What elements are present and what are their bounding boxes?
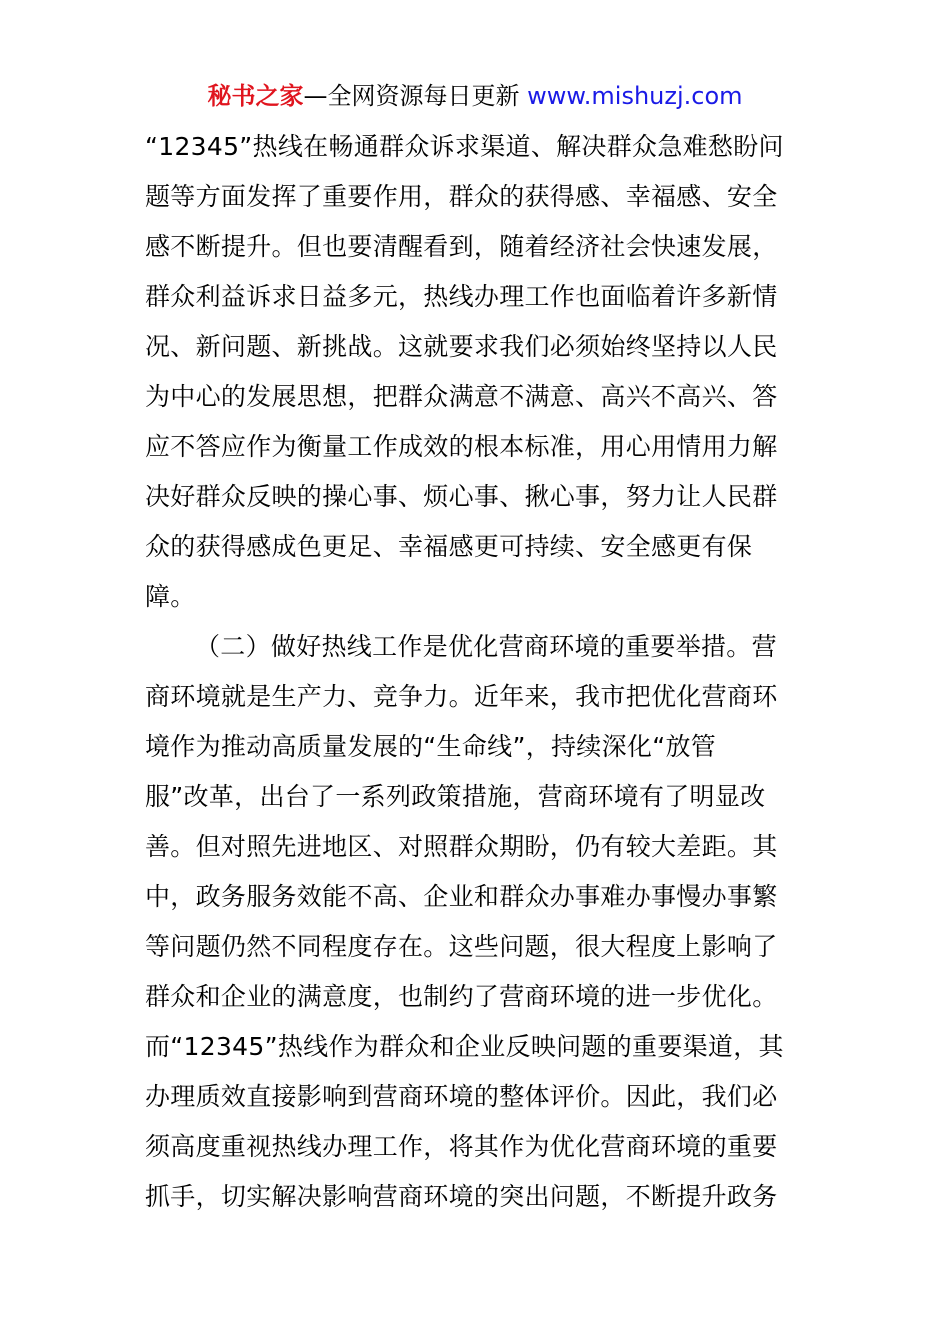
text-line: 应不答应作为衡量工作成效的根本标准，用心用情用力解 [145,432,778,461]
text-line: 而“12345”热线作为群众和企业反映问题的重要渠道，其 [145,1032,784,1061]
text-line: 决好群众反映的操心事、烦心事、揪心事，努力让人民群 [145,482,778,511]
text-line: 众的获得感成色更足、幸福感更可持续、安全感更有保 [145,532,753,561]
text-line: “12345”热线在畅通群众诉求渠道、解决群众急难愁盼问 [145,132,784,161]
text-line: 善。但对照先进地区、对照群众期盼，仍有较大差距。其 [145,832,778,861]
text-line: 况、新问题、新挑战。这就要求我们必须始终坚持以人民 [145,332,778,361]
text-line: 感不断提升。但也要清醒看到，随着经济社会快速发展， [145,232,778,261]
text-line: 境作为推动高质量发展的“生命线”，持续深化“放管 [145,732,717,761]
text-line: 办理质效直接影响到营商环境的整体评价。因此，我们必 [145,1082,778,1111]
text-line: 抓手，切实解决影响营商环境的突出问题，不断提升政务 [145,1182,778,1211]
brand-name: 秘书之家 [207,82,304,110]
document-body [145,122,810,1222]
text-line: 商环境就是生产力、竞争力。近年来，我市把优化营商环 [145,682,778,711]
header-tagline: —全网资源每日更新 [303,82,520,110]
text-line: 中，政务服务效能不高、企业和群众办事难办事慢办事繁 [145,882,778,911]
text-line: 为中心的发展思想，把群众满意不满意、高兴不高兴、答 [145,382,778,411]
text-line: 服”改革，出台了一系列政策措施，营商环境有了明显改 [145,782,766,811]
text-line: 群众和企业的满意度，也制约了营商环境的进一步优化。 [145,982,778,1011]
text-line: 障。 [145,582,196,611]
text-line: 须高度重视热线办理工作，将其作为优化营商环境的重要 [145,1132,778,1161]
text-line: 题等方面发挥了重要作用，群众的获得感、幸福感、安全 [145,182,778,211]
text-line: 群众利益诉求日益多元，热线办理工作也面临着许多新情 [145,282,778,311]
section-heading-line: （二）做好热线工作是优化营商环境的重要举措。营 [195,632,777,661]
text-line: 等问题仍然不同程度存在。这些问题，很大程度上影响了 [145,932,778,961]
site-url[interactable]: www.mishuzj.com [527,82,743,110]
site-header [0,80,950,112]
